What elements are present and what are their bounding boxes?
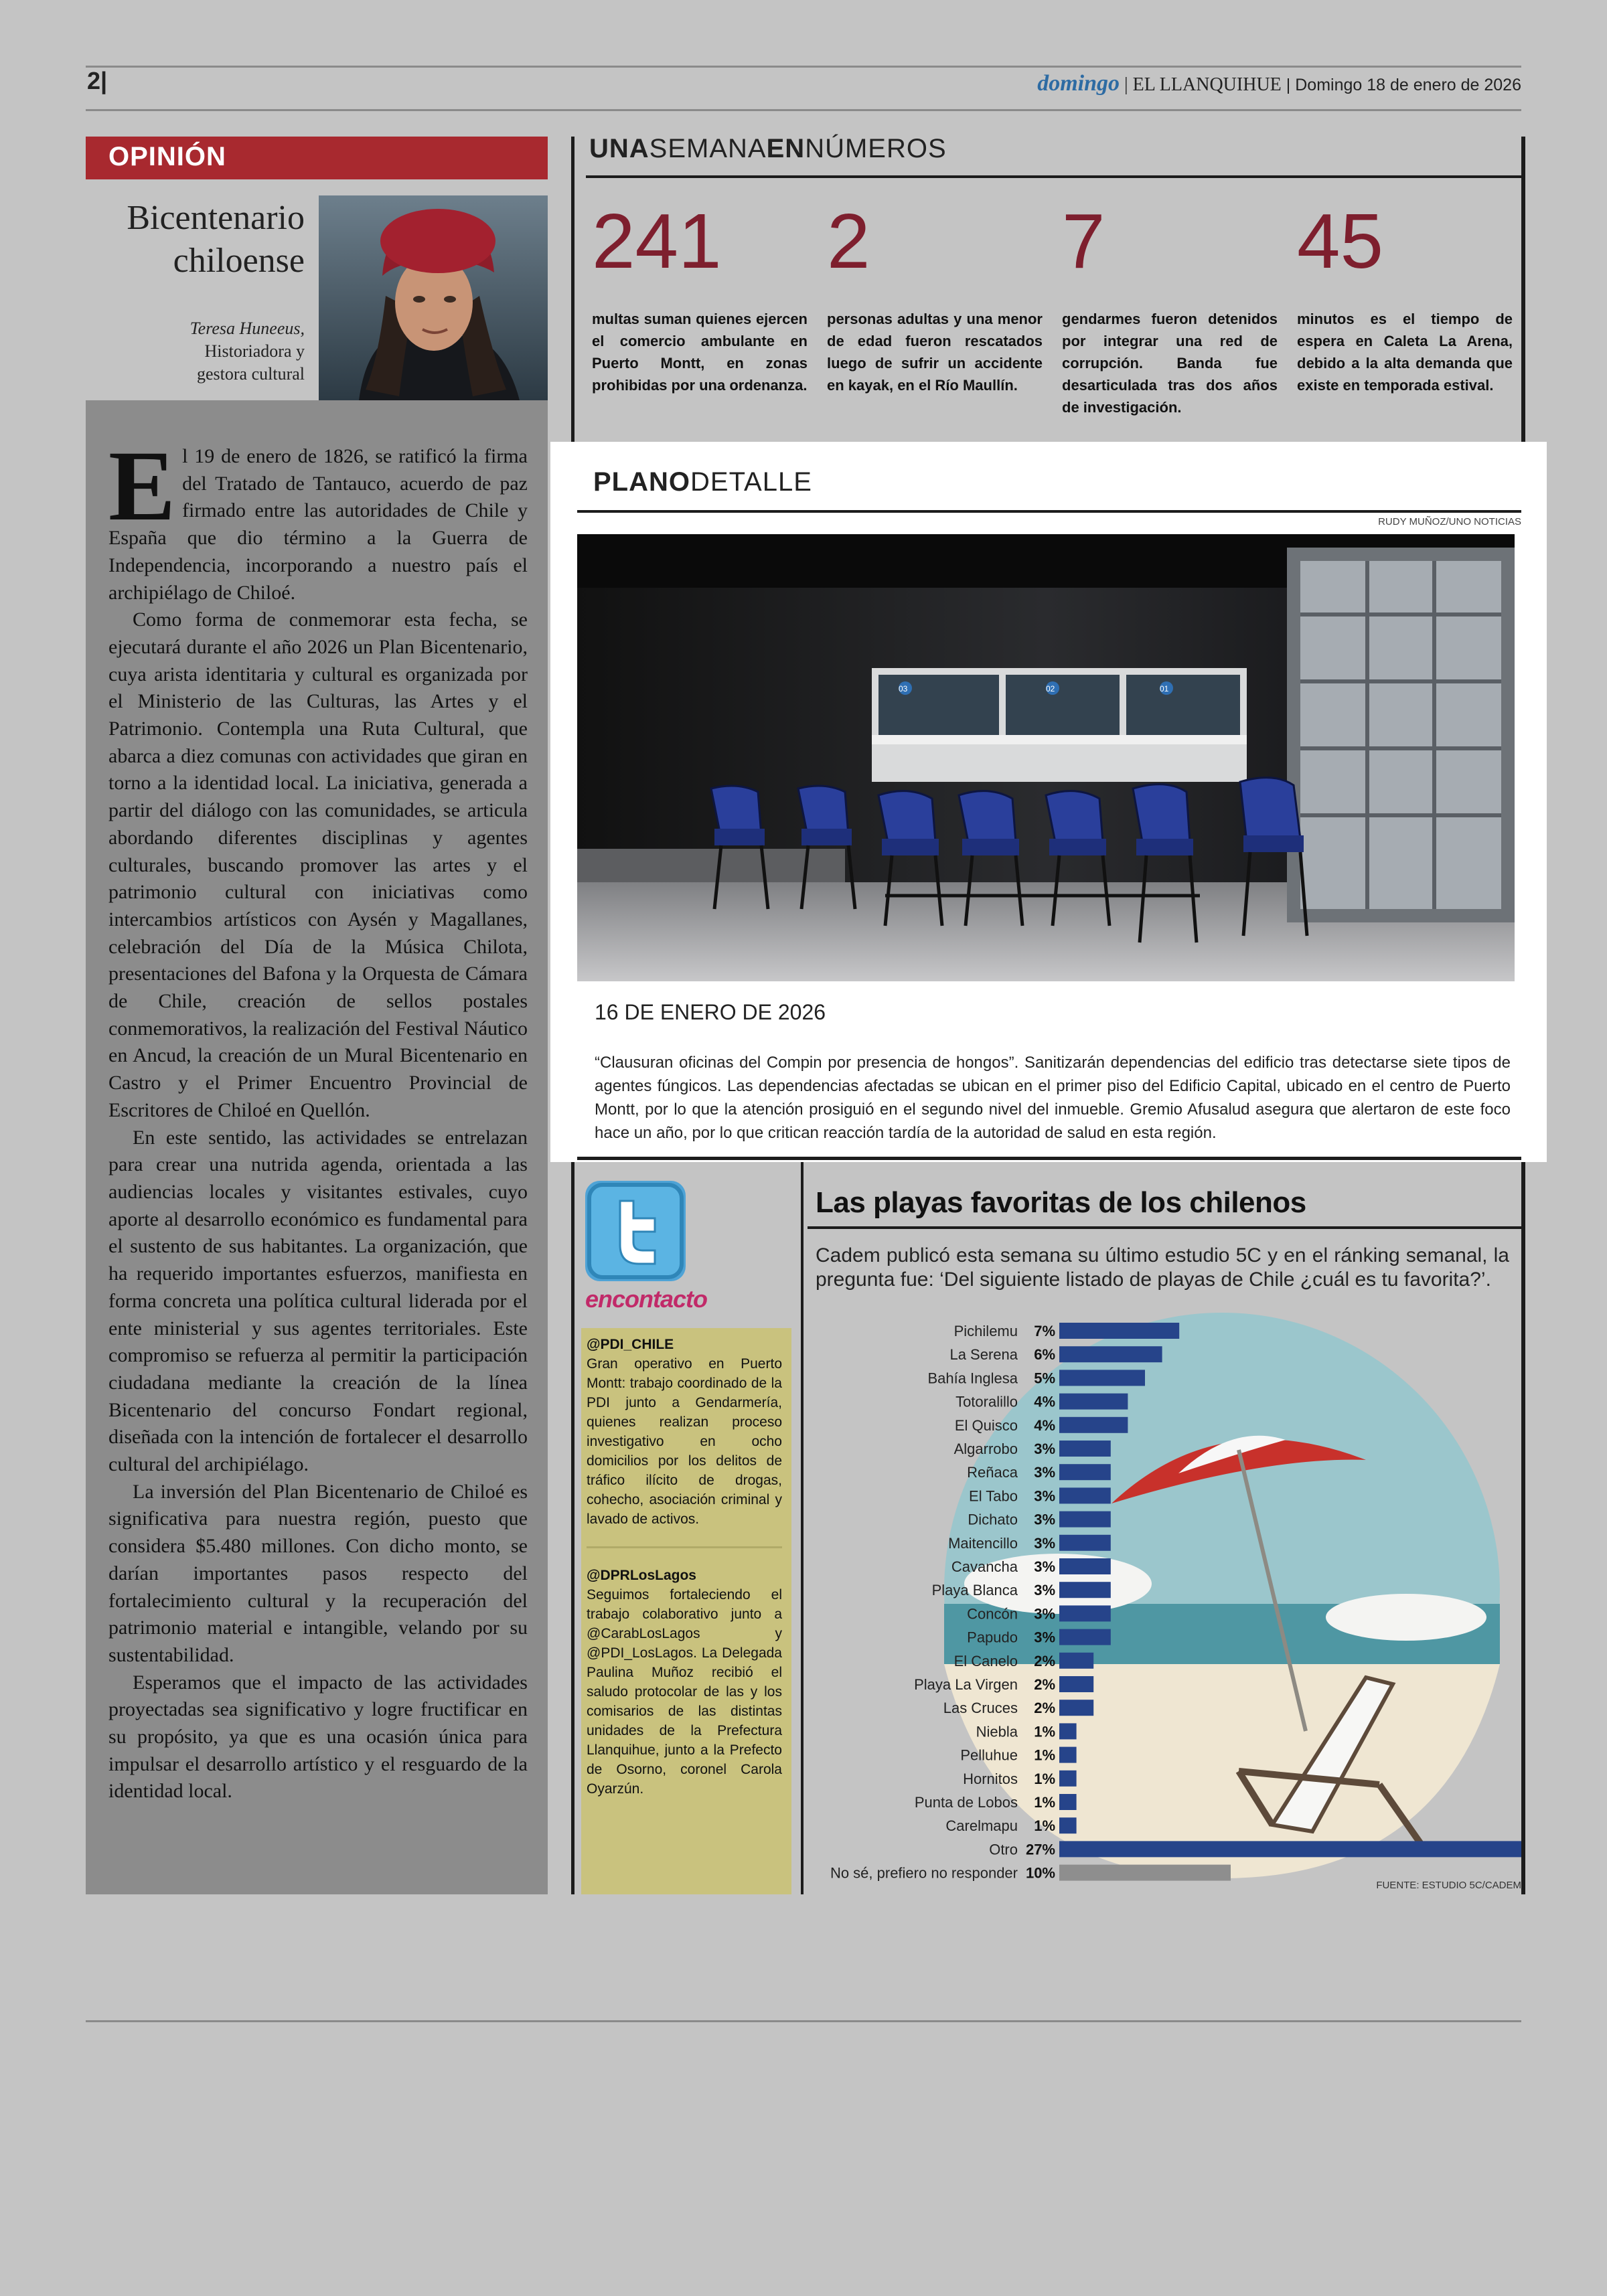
drop-cap: E <box>108 430 176 542</box>
chart-source: FUENTE: ESTUDIO 5C/CADEM <box>1376 1880 1521 1891</box>
bar <box>1059 1441 1111 1457</box>
bar-value-label: 3% <box>1034 1511 1055 1528</box>
bar <box>1059 1535 1111 1551</box>
bar-category-label: Papudo <box>967 1629 1018 1646</box>
bar-value-label: 3% <box>1034 1605 1055 1623</box>
tweet <box>587 1335 782 1548</box>
stat-block <box>1062 197 1278 418</box>
brand-name: domingo <box>1037 71 1120 96</box>
bar-category-label: Cavancha <box>951 1558 1018 1575</box>
bar-category-label: El Quisco <box>954 1416 1018 1434</box>
bar-category-label: La Serena <box>949 1346 1018 1364</box>
bar-category-label: Punta de Lobos <box>914 1794 1018 1811</box>
stat-block <box>592 197 808 396</box>
chart-title: Las playas favoritas de los chilenos <box>816 1186 1306 1219</box>
bar-value-label: 2% <box>1034 1652 1055 1669</box>
plano-date: 16 DE ENERO DE 2026 <box>595 1000 826 1024</box>
bar-category-label: Reñaca <box>967 1464 1018 1481</box>
bar-value-label: 2% <box>1034 1676 1055 1693</box>
bar-value-label: 27% <box>1025 1841 1055 1858</box>
portrait-image <box>319 195 548 400</box>
bar <box>1059 1817 1077 1833</box>
bar-value-label: 3% <box>1034 1629 1055 1646</box>
masthead: domingo | EL LLANQUIHUE | Domingo 18 de enero de 2026 <box>1037 71 1521 96</box>
opinion-article <box>108 430 528 1805</box>
bar <box>1059 1464 1111 1480</box>
bar-category-label: Totoralillo <box>955 1393 1018 1410</box>
author-name: Teresa Huneeus, <box>189 319 305 338</box>
bar <box>1059 1582 1111 1598</box>
bar-value-label: 7% <box>1034 1323 1055 1339</box>
bar <box>1059 1676 1093 1692</box>
article-paragraph: En este sentido, las actividades se entrelazan para crear una nutrida agenda, orientada a las audiencias locales y visitantes estivales, cuyo aporte al desarrollo económico es fundamental para el sustento de sus habitantes. La organización, que ha requerido importantes esfuerzos, manifiesta en forma concreta una política cultural liderada por el ente ministerial y sus agentes territoriales. Este compromiso se refuerza al permitir la participación ciudadana mediante la creación de la línea Bicentenario del concurso Fondart regional, diseñada con la intención de fortalecer el desarrollo cultural del archipiélago. <box>108 1126 528 1476</box>
header-bottom-rule <box>86 109 1521 111</box>
bar-value-label: 5% <box>1034 1370 1055 1387</box>
bar <box>1059 1794 1077 1810</box>
article-paragraph: La inversión del Plan Bicentenario de Chiloé es significativa para nuestra región, puesto que considera $5.480 millones. Con dicho monto, se darían importantes pasos respecto del fortalecimiento cultural y la recuperación del patrimonio material e intangible, velando por su sustentabilidad. <box>108 1480 528 1666</box>
bar <box>1059 1629 1111 1645</box>
section-rule <box>586 175 1521 178</box>
bar-value-label: 3% <box>1034 1534 1055 1552</box>
bar-value-label: 3% <box>1034 1441 1055 1457</box>
window-number: 03 <box>899 684 908 693</box>
bar-category-label: Las Cruces <box>943 1700 1018 1717</box>
bar-category-label: Playa La Virgen <box>914 1676 1018 1693</box>
bar-value-label: 4% <box>1034 1393 1055 1410</box>
bar-category-label: Dichato <box>968 1511 1018 1528</box>
bar-category-label: Otro <box>989 1841 1018 1858</box>
author-byline: Teresa Huneeus, Historiadora y gestora cultural <box>127 317 305 386</box>
bar <box>1059 1558 1111 1574</box>
stat-text: minutos es el tiempo de espera en Caleta La Arena, debido a la alta demanda que existe en temporada estival. <box>1297 311 1513 394</box>
bar-value-label: 6% <box>1034 1346 1055 1364</box>
bar-value-label: 3% <box>1034 1558 1055 1575</box>
window-number: 01 <box>1160 684 1169 693</box>
bar-value-label: 1% <box>1034 1746 1055 1764</box>
author-portrait <box>319 195 548 400</box>
stat-number: 2 <box>827 197 870 284</box>
stat-number: 7 <box>1062 197 1105 284</box>
tweet-handle: @PDI_CHILE <box>587 1337 674 1352</box>
plano-caption: “Clausuran oficinas del Compin por presencia de hongos”. Sanitizarán dependencias del edificio tras detectarse siete tipos de agentes fúngicos. Las dependencias afectadas se ubican en el primer piso del Edificio Capital, ubicado en el centro de Puerto Montt, por lo que la atención prosiguió en el segundo nivel del inmueble. Gremio Afusalud asegura que alertaron de este foco hace un año, por lo que critican reacción tardía de la autoridad de salud en esta región. <box>595 1054 1511 1142</box>
bar-value-label: 3% <box>1034 1487 1055 1505</box>
window-number: 02 <box>1046 684 1055 693</box>
bar-category-label: Maitencillo <box>948 1534 1018 1552</box>
bar <box>1059 1417 1128 1433</box>
bar-category-label: Pelluhue <box>960 1746 1018 1764</box>
waiting-room-photo <box>577 534 1515 981</box>
bar-category-label: El Tabo <box>969 1487 1018 1505</box>
stat-text: multas suman quienes ejercen el comercio ambulante en Puerto Montt, en zonas prohibidas por una ordenanza. <box>592 311 808 394</box>
bar-value-label: 3% <box>1034 1464 1055 1481</box>
bar-category-label: Pichilemu <box>953 1323 1018 1339</box>
bar <box>1059 1370 1145 1386</box>
article-paragraph: Como forma de conmemorar esta fecha, se ejecutará durante el año 2026 un Plan Bicentenario, cuya arista identitaria y cultural es organizada por el Ministerio de las Culturas, las Artes y el Patrimonio. Contempla una Ruta Cultural, que abarca a diez comunas con actividades que giran en torno a la identidad local. La iniciativa, generada a partir del diálogo con las comunidades, se articula abordando diferentes disciplinas y agentes culturales, buscando promover las artes y el patrimonio cultural con iniciativas como intercambios artísticos con Aysén y Magallanes, celebración del Día de la Música Chilota, presentaciones del Bafona y la Orquesta de Cámara de Chile, creación de sellos postales conmemorativos, la realización del Festival Náutico en Ancud, la creación de un Mural Bicentenario en Castro y el Primer Encuentro Provincial de Escritores de Chiloé en Quellón. <box>108 608 528 1121</box>
tweet-text: Seguimos fortaleciendo el trabajo colaborativo junto a @CarabLosLagos y @PDI_LosLagos. La Delegada Paulina Muñoz recibió el saludo protocolar de las y los comisarios de las distintas unidades de la Prefectura Llanquihue, junto a la Prefecto de Osorno, coronel Carola Oyarzún. <box>587 1587 782 1797</box>
opinion-title: Bicentenario chiloense <box>127 199 305 280</box>
chart-illustration <box>944 1313 1500 1878</box>
bar <box>1059 1747 1077 1763</box>
bar-value-label: 10% <box>1025 1864 1055 1882</box>
section-rule <box>577 510 1521 513</box>
issue-date: Domingo 18 de enero de 2026 <box>1295 76 1521 94</box>
bar <box>1059 1771 1077 1787</box>
bar-value-label: 1% <box>1034 1723 1055 1740</box>
bar <box>1059 1323 1179 1339</box>
bar-category-label: El Canelo <box>953 1652 1018 1669</box>
bar-value-label: 1% <box>1034 1770 1055 1787</box>
bar-category-label: Bahía Inglesa <box>927 1370 1018 1387</box>
bar <box>1059 1511 1111 1528</box>
section-rule <box>577 1157 1521 1160</box>
section-rule <box>808 1226 1521 1229</box>
bar <box>1059 1865 1231 1881</box>
section-header-plano: PLANODETALLE <box>593 467 812 497</box>
footer-rule <box>86 2020 1521 2022</box>
encontacto-label: encontacto <box>585 1285 708 1313</box>
newspaper-name: EL LLANQUIHUE <box>1132 74 1282 95</box>
section-tab-opinion: OPINIÓN <box>86 137 548 179</box>
twitter-icon <box>585 1181 686 1281</box>
bar <box>1059 1841 1521 1857</box>
header-top-rule <box>86 66 1521 68</box>
bar <box>1059 1487 1111 1503</box>
article-paragraph: Esperamos que el impacto de las actividades proyectadas sea significativo y logre fructificar en su propósito, ya que es una ocasión única para impulsar el desarrollo artístico y el resguardo de la identidad local. <box>108 1671 528 1803</box>
bar-category-label: Playa Blanca <box>931 1582 1018 1599</box>
photo-credit: RUDY MUÑOZ/UNO NOTICIAS <box>1378 516 1521 527</box>
section-header-semana: UNASEMANAENNÚMEROS <box>589 134 947 163</box>
bar <box>1059 1346 1162 1362</box>
bar-value-label: 1% <box>1034 1817 1055 1835</box>
page-number: 2| <box>87 67 108 94</box>
beach-bar-chart <box>804 1303 1521 1894</box>
bar-category-label: Concón <box>967 1605 1018 1623</box>
photo-illustration <box>577 534 1515 981</box>
bar <box>1059 1700 1093 1716</box>
stat-block <box>1297 197 1513 396</box>
tweet <box>587 1566 782 1799</box>
bar-value-label: 4% <box>1034 1416 1055 1434</box>
bar-category-label: Carelmapu <box>945 1817 1018 1835</box>
bar-category-label: Niebla <box>976 1723 1018 1740</box>
stat-text: gendarmes fueron detenidos por integrar una red de corrupción. Banda fue desarticulada tras dos años de investigación. <box>1062 311 1278 416</box>
author-role: Historiadora y <box>204 341 305 361</box>
bar-category-label: Algarrobo <box>953 1441 1018 1457</box>
bar <box>1059 1653 1093 1669</box>
bar <box>1059 1394 1128 1410</box>
twitter-logo <box>585 1181 686 1281</box>
tweets-list <box>587 1335 782 1799</box>
bar-category-label: No sé, prefiero no responder <box>830 1864 1018 1882</box>
stat-block <box>827 197 1043 396</box>
tweet-handle: @DPRLosLagos <box>587 1568 696 1583</box>
bar-value-label: 1% <box>1034 1794 1055 1811</box>
bar-category-label: Hornitos <box>963 1770 1018 1787</box>
stat-number: 241 <box>592 197 722 284</box>
bar-value-label: 3% <box>1034 1582 1055 1599</box>
stat-number: 45 <box>1297 197 1384 284</box>
bar <box>1059 1605 1111 1621</box>
stat-text: personas adultas y una menor de edad fueron rescatados luego de sufrir un accidente en kayak, en el Río Maullín. <box>827 311 1043 394</box>
tweet-text: Gran operativo en Puerto Montt: trabajo coordinado de la PDI junto a Gendarmería, quienes realizan proceso investigativo en ocho domicilios por los delitos de tráfico ilícito de drogas, cohecho, asociación criminal y lavado de activos. <box>587 1356 782 1527</box>
bar <box>1059 1723 1077 1739</box>
chart-intro: Cadem publicó esta semana su último estudio 5C y en el ránking semanal, la pregunta fue: ‘Del siguiente listado de playas de Chile ¿cuál es tu favorita?’. <box>816 1244 1509 1291</box>
article-paragraph: El 19 de enero de 1826, se ratificó la firma del Tratado de Tantauco, acuerdo de paz firmado entre las autoridades de Chile y España que dio término a la Guerra de Independencia, incorporando a nuestro país el archipiélago de Chiloé. <box>108 430 528 604</box>
bar-value-label: 2% <box>1034 1700 1055 1717</box>
